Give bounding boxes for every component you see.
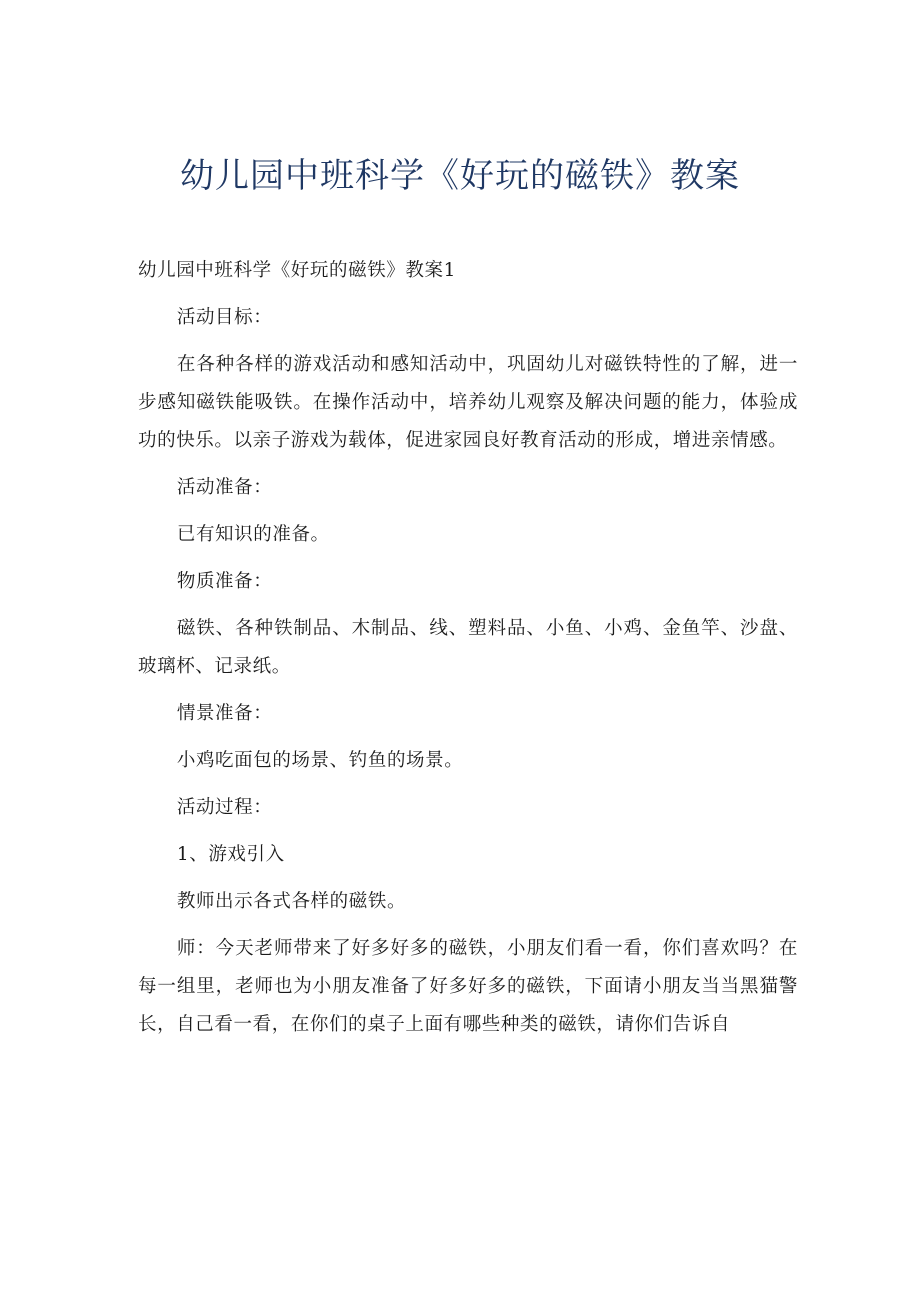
paragraph: 1、游戏引入 [176, 844, 285, 865]
document-title: 幼儿园中班科学《好玩的磁铁》教案 [180, 156, 740, 196]
paragraph: 物质准备： [176, 571, 273, 592]
paragraph: 师：今天老师带来了好多好多的磁铁，小朋友们看一看，你们喜欢吗？在每一组里，老师也为小朋友准备了好多好多的磁铁，下面请小朋友当当黑猫警长，自己看一看，在你们的桌子上面有哪些种类的磁铁，请你们告诉自 [138, 938, 798, 1035]
paragraph: 活动准备： [176, 477, 273, 498]
paragraph: 磁铁、各种铁制品、木制品、线、塑料品、小鱼、小鸡、金鱼竿、沙盘、玻璃杯、记录纸。 [138, 618, 798, 677]
document-body [138, 252, 798, 1044]
paragraph: 教师出示各式各样的磁铁。 [176, 891, 407, 912]
paragraph: 已有知识的准备。 [176, 524, 330, 545]
paragraph: 活动过程： [176, 797, 273, 818]
paragraph: 小鸡吃面包的场景、钓鱼的场景。 [176, 750, 464, 771]
section-heading: 幼儿园中班科学《好玩的磁铁》教案1 [138, 260, 456, 281]
paragraph: 情景准备： [176, 703, 273, 724]
paragraph: 活动目标： [176, 307, 273, 328]
paragraph: 在各种各样的游戏活动和感知活动中，巩固幼儿对磁铁特性的了解，进一步感知磁铁能吸铁。在操作活动中，培养幼儿观察及解决问题的能力，体验成功的快乐。以亲子游戏为载体，促进家园良好教育活动的形成，增进亲情感。 [138, 354, 798, 451]
